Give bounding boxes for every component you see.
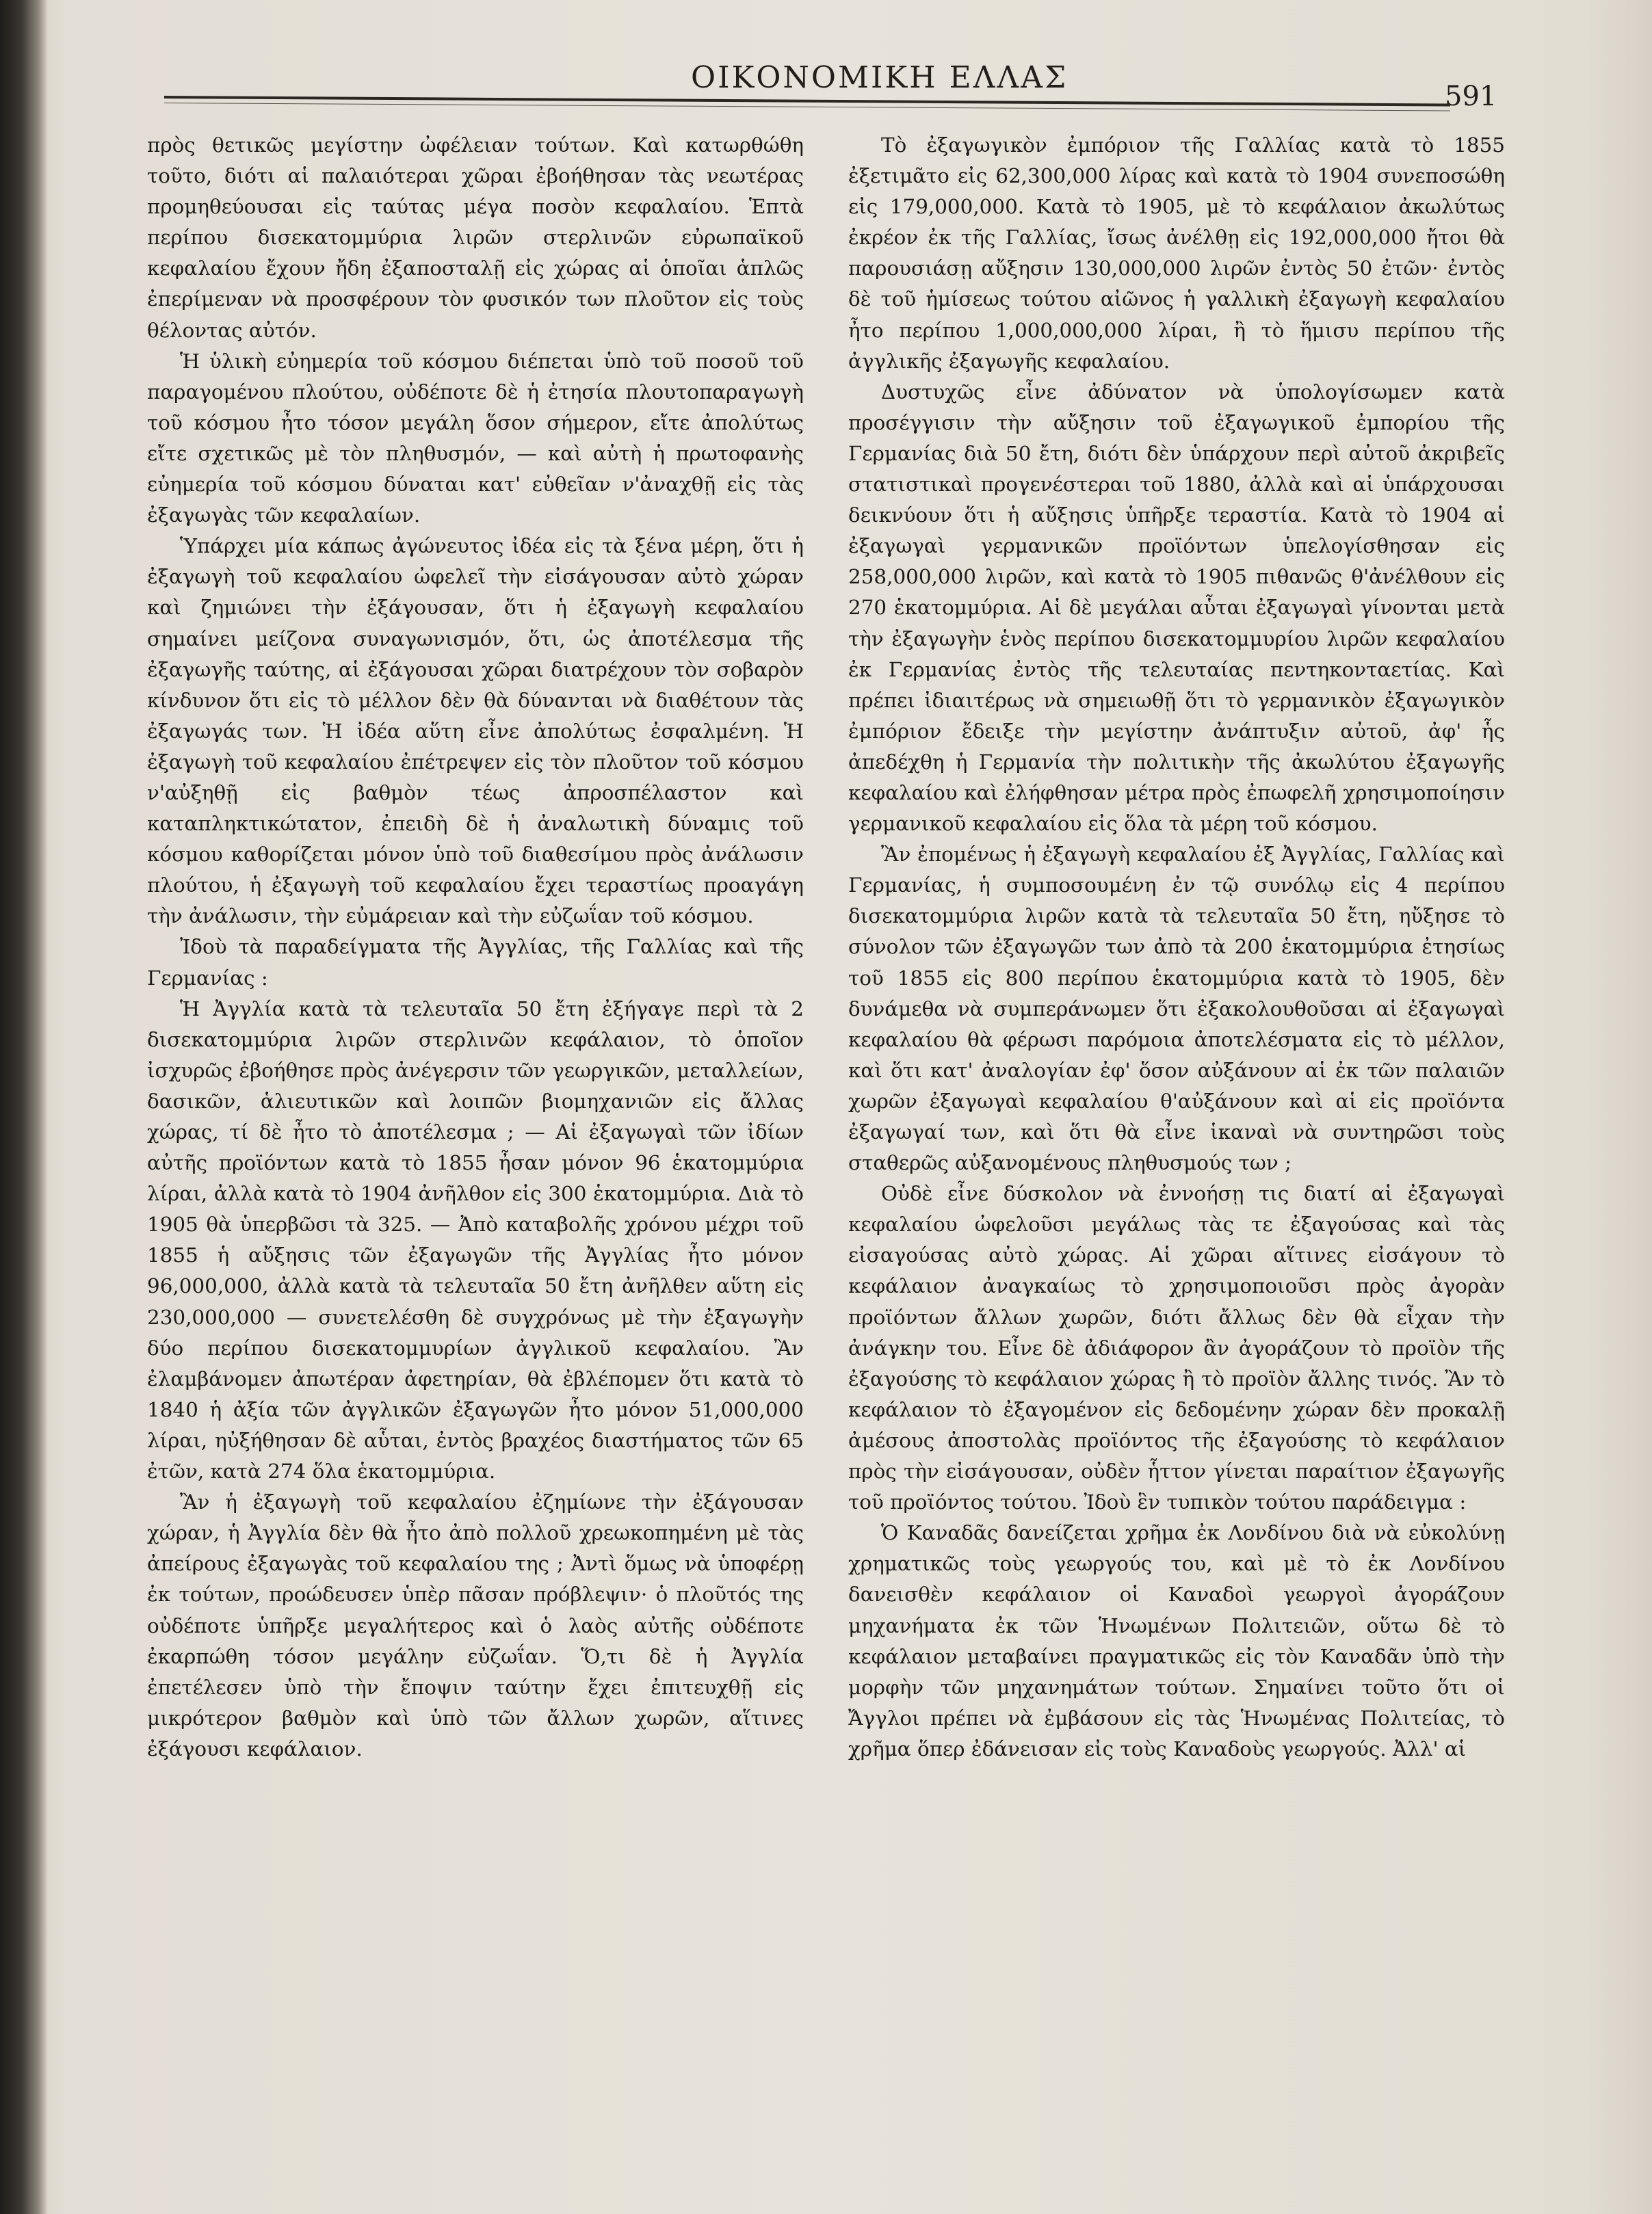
page-number: 591	[1445, 81, 1497, 112]
paragraph: Ὁ Καναδᾶς δανείζεται χρῆμα ἐκ Λονδίνου διὰ νὰ εὐκολύνῃ χρηματικῶς τοὺς γεωργούς του, καὶ μὲ τὸ ἐκ Λονδίνου δανεισθὲν κεφάλαιον οἱ Καναδοὶ γεωργοὶ ἀγοράζουν μηχανήματα ἐκ τῶν Ἡνωμένων Πολιτειῶν, οὕτω δὲ τὸ κεφάλαιον μεταβαίνει πραγματικῶς εἰς τὸν Καναδᾶν ὑπὸ τὴν μορφὴν τῶν μηχανημάτων τούτων. Σημαίνει τοῦτο ὅτι οἱ Ἄγγλοι πρέπει νὰ ἐμβάσουν εἰς τὰς Ἡνωμένας Πολιτείας, τὸ χρῆμα ὅπερ ἐδάνεισαν εἰς τοὺς Καναδοὺς γεωργούς. Ἀλλ' αἱ	[848, 1521, 1505, 1761]
left-column	[147, 130, 804, 2154]
paragraph: Ἡ Ἀγγλία κατὰ τὰ τελευταῖα 50 ἔτη ἐξήγαγε περὶ τὰ 2 δισεκατομμύρια λιρῶν στερλινῶν κεφάλαιον, τὸ ὁποῖον ἰσχυρῶς ἐβοήθησε πρὸς ἀνέγερσιν τῶν γεωργικῶν, μεταλλείων, δασικῶν, ἁλιευτικῶν καὶ λοιπῶν βιομηχανιῶν εἰς ἄλλας χώρας, τί δὲ ἦτο τὸ ἀποτέλεσμα ; — Αἱ ἐξαγωγαὶ τῶν ἰδίων αὐτῆς προϊόντων κατὰ τὸ 1855 ἦσαν μόνον 96 ἑκατομμύρια λίραι, ἀλλὰ κατὰ τὸ 1904 ἀνῆλθον εἰς 300 ἑκατομμύρια. Διὰ τὸ 1905 θὰ ὑπερβῶσι τὰ 325. — Ἀπὸ καταβολῆς χρόνου μέχρι τοῦ 1855 ἡ αὔξησις τῶν ἐξαγωγῶν τῆς Ἀγγλίας ἦτο μόνον 96,000,000, ἀλλὰ κατὰ τὰ τελευταῖα 50 ἔτη ἀνῆλθεν αὕτη εἰς 230,000,000 — συνετελέσθη δὲ συγχρόνως μὲ τὴν ἐξαγωγὴν δύο περίπου δισεκατομμυρίων ἀγγλικοῦ κεφαλαίου. Ἂν ἐλαμβάνομεν ἀπωτέραν ἀφετηρίαν, θὰ ἐβλέπομεν ὅτι κατὰ τὸ 1840 ἡ ἀξία τῶν ἀγγλικῶν ἐξαγωγῶν ἦτο μόνον 51,000,000 λίραι, ηὐξήθησαν δὲ αὗται, ἐντὸς βραχέος διαστήματος τῶν 65 ἐτῶν, κατὰ 274 ὅλα ἑκατομμύρια.	[147, 997, 804, 1484]
right-column	[848, 130, 1505, 2154]
paragraph: Τὸ ἐξαγωγικὸν ἐμπόριον τῆς Γαλλίας κατὰ τὸ 1855 ἐξετιμᾶτο εἰς 62,300,000 λίρας καὶ κατὰ τὸ 1904 συνεποσώθη εἰς 179,000,000. Κατὰ τὸ 1905, μὲ τὸ κεφάλαιον ἀκωλύτως ἐκρέον ἐκ τῆς Γαλλίας, ἴσως ἀνέλθῃ εἰς 192,000,000 ἤτοι θὰ παρουσιάσῃ αὔξησιν 130,000,000 λιρῶν ἐντὸς 50 ἐτῶν· ἐντὸς δὲ τοῦ ἡμίσεως τούτου αἰῶνος ἡ γαλλικὴ ἐξαγωγὴ κεφαλαίου ἦτο περίπου 1,000,000,000 λίραι, ἢ τὸ ἥμισυ περίπου τῆς ἀγγλικῆς ἐξαγωγῆς κεφαλαίου.	[848, 133, 1505, 373]
paragraph: Δυστυχῶς εἶνε ἀδύνατον νὰ ὑπολογίσωμεν κατὰ προσέγγισιν τὴν αὔξησιν τοῦ ἐξαγωγικοῦ ἐμπορίου τῆς Γερμανίας διὰ 50 ἔτη, διότι δὲν ὑπάρχουν περὶ αὐτοῦ ἀκριβεῖς στατιστικαὶ προγενέστεραι τοῦ 1880, ἀλλὰ καὶ αἱ ὑπάρχουσαι δεικνύουν ὅτι ἡ αὔξησις ὑπῆρξε τεραστία. Κατὰ τὸ 1904 αἱ ἐξαγωγαὶ γερμανικῶν προϊόντων ὑπελογίσθησαν εἰς 258,000,000 λιρῶν, καὶ κατὰ τὸ 1905 πιθανῶς θ'ἀνέλθουν εἰς 270 ἑκατομμύρια. Αἱ δὲ μεγάλαι αὗται ἐξαγωγαὶ γίνονται μετὰ τὴν ἐξαγωγὴν ἑνὸς περίπου δισεκατομμυρίου λιρῶν κεφαλαίου ἐκ Γερμανίας ἐντὸς τῆς τελευταίας πεντηκονταετίας. Καὶ πρέπει ἰδιαιτέρως νὰ σημειωθῇ ὅτι τὸ γερμανικὸν ἐξαγωγικὸν ἐμπόριον ἔδειξε τὴν μεγίστην ἀνάπτυξιν αὐτοῦ, ἀφ' ἧς ἀπεδέχθη ἡ Γερμανία τὴν πολιτικὴν τῆς ἀκωλύτου ἐξαγωγῆς κεφαλαίου καὶ ἐλήφθησαν μέτρα πρὸς ἐπωφελῆ χρησιμοποίησιν γερμανικοῦ κεφαλαίου εἰς ὅλα τὰ μέρη τοῦ κόσμου.	[848, 380, 1505, 836]
paragraph: Ὑπάρχει μία κάπως ἀγώνευτος ἰδέα εἰς τὰ ξένα μέρη, ὅτι ἡ ἐξαγωγὴ τοῦ κεφαλαίου ὠφελεῖ τὴν εἰσάγουσαν αὐτὸ χώραν καὶ ζημιώνει τὴν ἐξάγουσαν, ὅτι ἡ ἐξαγωγὴ κεφαλαίου σημαίνει μείζονα συναγωνισμόν, ὅτι, ὡς ἀποτέλεσμα τῆς ἐξαγωγῆς ταύτης, αἱ ἐξάγουσαι χῶραι διατρέχουν τὸν σοβαρὸν κίνδυνον ὅτι εἰς τὸ μέλλον δὲν θὰ δύνανται νὰ διαθέτουν τὰς ἐξαγωγάς των. Ἡ ἰδέα αὕτη εἶνε ἀπολύτως ἐσφαλμένη. Ἡ ἐξαγωγὴ τοῦ κεφαλαίου ἐπέτρεψεν εἰς τὸν πλοῦτον τοῦ κόσμου ν'αὐξηθῇ εἰς βαθμὸν τέως ἀπροσπέλαστον καὶ καταπληκτικώτατον, ἐπειδὴ δὲ ἡ ἀναλωτικὴ δύναμις τοῦ κόσμου καθορίζεται μόνον ὑπὸ τοῦ διαθεσίμου πρὸς ἀνάλωσιν πλούτου, ἡ ἐξαγωγὴ τοῦ κεφαλαίου ἔχει τεραστίως προαγάγη τὴν ἀνάλωσιν, τὴν εὐμάρειαν καὶ τὴν εὐζωΐαν τοῦ κόσμου.	[147, 534, 804, 928]
paragraph: Ἡ ὑλικὴ εὐημερία τοῦ κόσμου διέπεται ὑπὸ τοῦ ποσοῦ τοῦ παραγομένου πλούτου, οὐδέποτε δὲ ἡ ἐτησία πλουτοπαραγωγὴ τοῦ κόσμου ἦτο τόσον μεγάλη ὅσον σήμερον, εἴτε ἀπολύτως εἴτε σχετικῶς μὲ τὸν πληθυσμόν, — καὶ αὐτὴ ἡ πρωτοφανὴς εὐημερία τοῦ κόσμου δύναται κατ' εὐθεῖαν ν'ἀναχθῇ εἰς τὰς ἐξαγωγὰς τῶν κεφαλαίων.	[147, 349, 804, 527]
book-binding-shadow	[0, 0, 48, 2214]
running-title: ΟΙΚΟΝΟΜΙΚΗ ΕΛΛΑΣ	[691, 60, 1068, 95]
paragraph: Ἂν ἡ ἐξαγωγὴ τοῦ κεφαλαίου ἐζημίωνε τὴν ἐξάγουσαν χώραν, ἡ Ἀγγλία δὲν θὰ ἦτο ἀπὸ πολλοῦ χρεωκοπημένη μὲ τὰς ἀπείρους ἐξαγωγὰς τοῦ κεφαλαίου της ; Ἀντὶ ὅμως νὰ ὑποφέρῃ ἐκ τούτων, προώδευσεν ὑπὲρ πᾶσαν πρόβλεψιν· ὁ πλοῦτός της οὐδέποτε ὑπῆρξε μεγαλήτερος καὶ ὁ λαὸς αὐτῆς οὐδέποτε ἐκαρπώθη τόσον μεγάλην εὐζωΐαν. Ὅ,τι δὲ ἡ Ἀγγλία ἐπετέλεσεν ὑπὸ τὴν ἔποψιν ταύτην ἔχει ἐπιτευχθῇ εἰς μικρότερον βαθμὸν καὶ ὑπὸ τῶν ἄλλων χωρῶν, αἵτινες ἐξάγουσι κεφάλαιον.	[147, 1490, 804, 1761]
header-rule-thick	[164, 96, 1450, 106]
paragraph: Ἰδοὺ τὰ παραδείγματα τῆς Ἀγγλίας, τῆς Γαλλίας καὶ τῆς Γερμανίας :	[147, 935, 804, 990]
paragraph: πρὸς θετικῶς μεγίστην ὠφέλειαν τούτων. Καὶ κατωρθώθη τοῦτο, διότι αἱ παλαιότεραι χῶραι ἐβοήθησαν τὰς νεωτέρας προμηθεύουσαι εἰς ταύτας μέγα ποσὸν κεφαλαίου. Ἑπτὰ περίπου δισεκατομμύρια λιρῶν στερλινῶν εὐρωπαϊκοῦ κεφαλαίου ἔχουν ἤδη ἐξαποσταλῇ εἰς χώρας αἱ ὁποῖαι ἁπλῶς ἐπερίμεναν νὰ προσφέρουν τὸν φυσικόν των πλοῦτον εἰς τοὺς θέλοντας αὐτόν.	[147, 133, 804, 342]
paragraph: Οὐδὲ εἶνε δύσκολον νὰ ἐννοήσῃ τις διατί αἱ ἐξαγωγαὶ κεφαλαίου ὠφελοῦσι μεγάλως τὰς τε ἐξαγούσας καὶ τὰς εἰσαγούσας αὐτὸ χώρας. Αἱ χῶραι αἵτινες εἰσάγουν τὸ κεφάλαιον ἀναγκαίως τὸ χρησιμοποιοῦσι πρὸς ἀγορὰν προϊόντων ἄλλων χωρῶν, διότι ἄλλως δὲν θὰ εἶχαν τὴν ἀνάγκην του. Εἶνε δὲ ἀδιάφορον ἂν ἀγοράζουν τὸ προϊὸν τῆς ἐξαγούσης τὸ κεφάλαιον χώρας ἢ τὸ προϊὸν ἄλλης τινός. Ἂν τὸ κεφάλαιον τὸ ἐξαγομένον εἰς δεδομένην χώραν δὲν προκαλῇ ἀμέσους ἀποστολὰς προϊόντος τῆς ἐξαγούσης τὸ κεφάλαιον πρὸς τὴν εἰσάγουσαν, οὐδὲν ἧττον γίνεται παραίτιον ἐξαγωγῆς τοῦ προϊόντος τούτου. Ἰδοὺ ἓν τυπικὸν τούτου παράδειγμα :	[848, 1182, 1505, 1514]
paragraph: Ἂν ἐπομένως ἡ ἐξαγωγὴ κεφαλαίου ἐξ Ἀγγλίας, Γαλλίας καὶ Γερμανίας, ἡ συμποσουμένη ἐν τῷ συνόλῳ εἰς 4 περίπου δισεκατομμύρια λιρῶν κατὰ τὰ τελευταῖα 50 ἔτη, ηὔξησε τὸ σύνολον τῶν ἐξαγωγῶν των ἀπὸ τὰ 200 ἑκατομμύρια ἐτησίως τοῦ 1855 εἰς 800 περίπου ἑκατομμύρια κατὰ τὸ 1905, δὲν δυνάμεθα νὰ συμπεράνωμεν ὅτι ἐξακολουθοῦσαι αἱ ἐξαγωγαὶ κεφαλαίου θὰ φέρωσι παρόμοια ἀποτελέσματα εἰς τὸ μέλλον, καὶ ὅτι κατ' ἀναλογίαν ἐφ' ὅσον αὐξάνουν αἱ ἐκ τῶν παλαιῶν χωρῶν ἐξαγωγαὶ κεφαλαίου θ'αὐξάνουν καὶ αἱ εἰς προϊόντα ἐξαγωγαί των, καὶ ὅτι θὰ εἶνε ἱκαναὶ νὰ συντηρῶσι τοὺς σταθερῶς αὐξανομένους πληθυσμούς των ;	[848, 843, 1505, 1175]
